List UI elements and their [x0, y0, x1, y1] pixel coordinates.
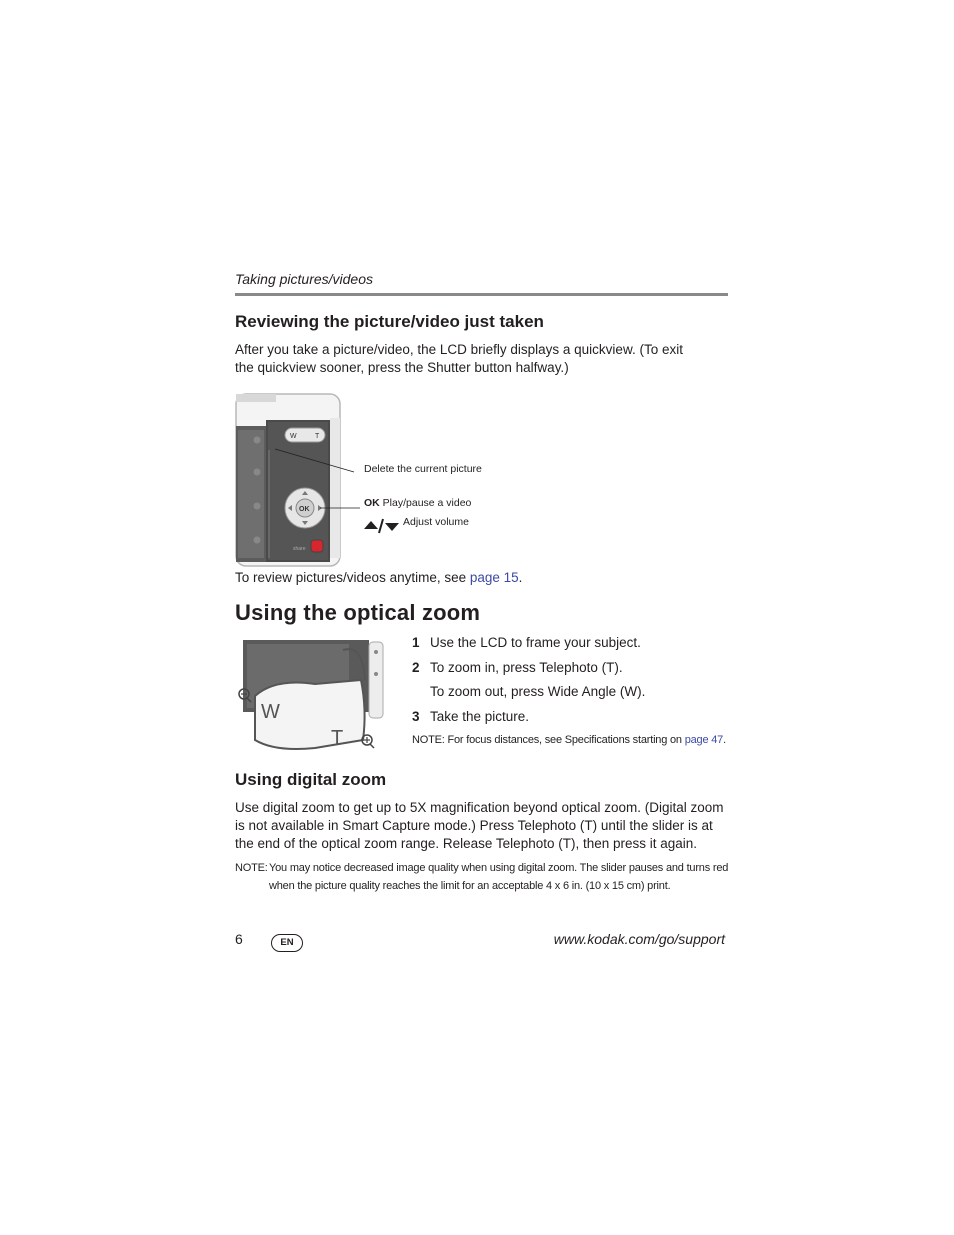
- step-1: [412, 634, 641, 652]
- optical-note: [412, 731, 726, 749]
- digital-note-label: NOTE:: [235, 862, 268, 874]
- page-15-link[interactable]: page 15: [469, 570, 519, 585]
- camera-t-label: T: [315, 433, 320, 440]
- camera-ok-label: OK: [299, 506, 310, 513]
- digital-zoom-heading: Using digital zoom: [235, 770, 387, 789]
- step-number: 1: [412, 635, 420, 650]
- callout-ok-text: Play/pause a video: [382, 497, 472, 509]
- step-3: [412, 708, 529, 726]
- callout-delete: Delete the current picture: [364, 463, 482, 475]
- digital-zoom-body: Use digital zoom to get up to 5X magnification beyond optical zoom. (Digital zoom is not available in Smart Capture mode.) Press Telephoto (T) until the slider is at the end of the optical zoom range. Release Telephoto (T), then press it again.: [235, 800, 724, 851]
- optical-note-text: NOTE: For focus distances, see Specifications starting on: [412, 734, 685, 746]
- language-badge: EN: [271, 934, 303, 952]
- step-text: To zoom in, press Telephoto (T).: [430, 660, 623, 675]
- step-text: Use the LCD to frame your subject.: [430, 635, 641, 650]
- optical-note-end: .: [723, 734, 726, 746]
- camera-w-label: W: [290, 433, 297, 440]
- review-see-prefix: To review pictures/videos anytime, see: [235, 570, 470, 585]
- step-text: Take the picture.: [430, 709, 530, 724]
- step-number: 3: [412, 709, 420, 724]
- callout-ok-key: OK: [364, 497, 380, 509]
- step-2: [412, 659, 623, 677]
- page-47-link[interactable]: page 47: [684, 734, 724, 746]
- step-number: 2: [412, 660, 420, 675]
- review-heading: Reviewing the picture/video just taken: [235, 312, 544, 331]
- page-number: 6: [235, 931, 243, 947]
- header-rule: [235, 293, 728, 296]
- camera-share-label: share: [293, 546, 306, 552]
- optical-zoom-heading: Using the optical zoom: [235, 600, 481, 625]
- digital-note-text: You may notice decreased image quality when using digital zoom. The slider pauses and turns red when the picture quality reaches the limit for an acceptable 4 x 6 in. (10 x 15 cm) print.: [269, 862, 729, 892]
- callout-ok: [364, 497, 471, 509]
- up-down-arrows-icon: [364, 517, 400, 535]
- callout-leaders: [270, 440, 370, 520]
- review-see-end: .: [518, 570, 523, 585]
- zoom-w-label: W: [261, 701, 280, 723]
- zoom-lever-illustration: [235, 640, 385, 758]
- zoom-t-label: T: [331, 727, 344, 749]
- review-see-text: [235, 569, 522, 587]
- callout-volume: Adjust volume: [403, 516, 469, 528]
- review-body: After you take a picture/video, the LCD briefly displays a quickview. (To exit the quickview sooner, press the Shutter button halfway.): [235, 342, 683, 375]
- section-header: Taking pictures/videos: [235, 271, 374, 287]
- step-2-extra: To zoom out, press Wide Angle (W).: [430, 684, 646, 699]
- support-url[interactable]: www.kodak.com/go/support: [553, 931, 725, 947]
